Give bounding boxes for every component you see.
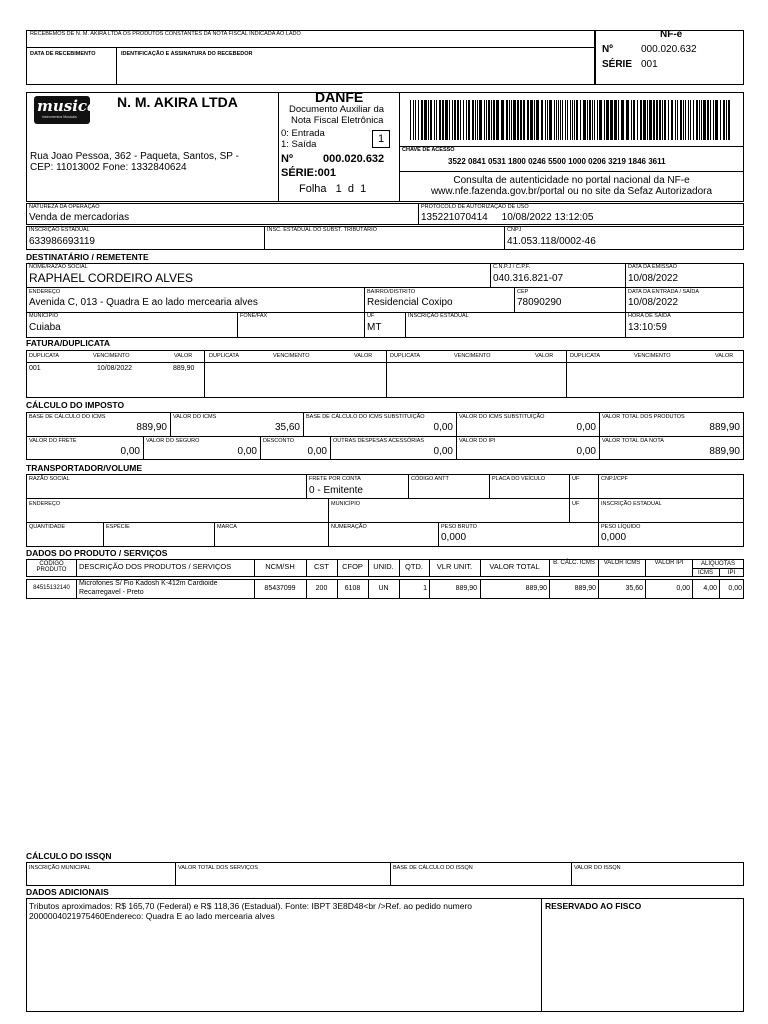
canhoto-numero-label: Nº [602,44,613,55]
chave-label: CHAVE DE ACESSO [402,147,455,153]
fat-valor-label-4: VALOR [715,353,734,359]
logo-sub: Instrumentos Musicais [42,115,77,119]
th-aicms: ICMS [698,570,713,576]
barcode-bar [618,100,619,140]
barcode-bar [685,100,686,140]
dest-cep: 78090290 [517,297,562,308]
barcode-bar [723,100,725,140]
protocolo-label: PROTOCOLO DE AUTORIZAÇÃO DE USO [421,204,529,210]
barcode-bar [580,100,581,140]
barcode-bar [656,100,658,140]
barcode-bar [428,100,429,140]
danfe-sub1: Documento Auxiliar da [289,104,385,115]
barcode-bar [493,100,495,140]
fat-valor-label-3: VALOR [535,353,554,359]
barcode-bar [509,100,510,140]
th-vicms: VALOR ICMS [603,560,641,566]
item-codigo: 84515132140 [33,585,70,591]
protocolo-value: 135221070414 10/08/2022 13:12:05 [421,212,594,223]
barcode-bar [472,100,474,140]
fat-dup-label-3: DUPLICATA [390,353,421,359]
dest-bairro-label: BAIRRO/DISTRITO [367,289,416,295]
issqn-vserv-label: VALOR TOTAL DOS SERVIÇOS [178,865,258,871]
emitente-endereco2: CEP: 11013002 Fone: 1332840624 [30,162,187,173]
barcode-bar [668,100,669,140]
transp-placa-label: PLACA DO VEÍCULO [492,476,546,482]
barcode-bar [477,100,478,140]
item-ncm: 85437099 [264,585,296,592]
issqn-section: CÁLCULO DO ISSQN [26,851,112,861]
bc-st-label: BASE DE CÁLCULO DO ICMS SUBSTITUIÇÃO [306,414,425,420]
v-icms: 35,60 [274,422,300,433]
adicionais-texto-2: 2000004021975460Endereco: Quadra E ao lado mercearia alves [29,911,275,921]
barcode-bar [445,100,448,140]
barcode-bar [466,100,467,140]
barcode-bar [690,100,691,140]
transp-municipio-label: MUNICÍPIO [331,501,361,507]
transp-peso-liquido-label: PESO LÍQUIDO [601,524,641,530]
v-st: 0,00 [576,422,596,433]
ie-st-label: INSC. ESTADUAL DO SUBST. TRIBUTÁRIO [267,227,377,233]
barcode-bar [560,100,561,140]
v-icms-label: VALOR DO ICMS [173,414,217,420]
dest-endereco-label: ENDEREÇO [29,289,61,295]
fatura-section: FATURA/DUPLICATA [26,338,111,348]
barcode-bar [606,100,609,140]
dest-cpf-label: C.N.P.J / C.P.F. [493,264,531,270]
barcode-bar [574,100,575,140]
chave-value: 3522 0841 0531 1800 0246 5500 1000 0206 3219 1846 3611 [448,157,666,166]
barcode-bar [572,100,573,140]
barcode-bar [576,100,578,140]
item-vtotal: 889,90 [525,585,547,592]
barcode-bar [653,100,655,140]
seguro-label: VALOR DO SEGURO [146,438,200,444]
barcode [410,100,734,140]
th-unid: UNID. [373,562,394,571]
barcode-bar [488,100,490,140]
dest-nome: RAPHAEL CORDEIRO ALVES [29,271,194,285]
danfe-numero-label: Nº [281,153,293,165]
barcode-bar [484,100,485,140]
barcode-bar [562,100,563,140]
produtos-section: DADOS DO PRODUTO / SERVIÇOS [26,548,168,558]
bc-st: 0,00 [433,422,453,433]
item-aicms: 4,00 [703,585,717,592]
item-aipi: 0,00 [728,585,742,592]
barcode-bar [680,100,682,140]
dest-fone-label: FONE/FAX [240,313,268,319]
transp-frete: 0 - Emitente [309,485,363,496]
ie-value: 633986693119 [29,236,95,247]
natureza-label: NATUREZA DA OPERAÇÃO [29,204,100,210]
issqn-v-label: VALOR DO ISSQN [574,865,621,871]
v-st-label: VALOR DO ICMS SUBSTITUIÇÃO [459,414,545,420]
transp-peso-bruto-label: PESO BRUTO [441,524,477,530]
fat-venc-label-2: VENCIMENTO [273,353,310,359]
transp-peso-liquido: 0,000 [601,532,627,543]
item-bcicms: 889,90 [574,585,596,592]
barcode-bar [463,100,464,140]
barcode-bar [511,100,512,140]
danfe-entrada: 0: Entrada [281,128,325,139]
barcode-bar [479,100,482,140]
barcode-bar [556,100,557,140]
barcode-bar [699,100,700,140]
barcode-bar [430,100,432,140]
barcode-bar [491,100,492,140]
item-cst: 200 [315,585,328,592]
barcode-bar [610,100,613,140]
dest-emissao: 10/08/2022 [628,273,679,284]
transp-razao-label: RAZÃO SOCIAL [29,476,70,482]
dest-nome-label: NOME/RAZÃO SOCIAL [29,264,88,270]
transp-qtd-label: QUANTIDADE [29,524,66,530]
barcode-bar [604,100,605,140]
ipi: 0,00 [576,446,596,457]
transp-cnpj-label: CNPJ/CPF [601,476,628,482]
th-vtotal: VALOR TOTAL [489,562,540,571]
canhoto-text: RECEBEMOS DE N. M. AKIRA LTDA OS PRODUTOS CONSTANTES DA NOTA FISCAL INDICADA AO LADO [30,31,301,37]
barcode-bar [554,100,555,140]
fat-valor-label-1: VALOR [174,353,193,359]
item-cfop: 6108 [344,585,361,592]
th-cst: CST [314,562,329,571]
danfe-title: DANFE [315,89,364,105]
item-descricao-2: Recarregavel - Preto [79,589,144,596]
frete-label: VALOR DO FRETE [29,438,77,444]
issqn-im-label: INSCRIÇÃO MUNICIPAL [29,865,91,871]
natureza-value: Venda de mercadorias [29,212,130,223]
barcode-bar [415,100,416,140]
barcode-bar [457,100,459,140]
cnpj-label: CNPJ [507,227,522,233]
th-vunit: VLR UNIT. [436,562,473,571]
danfe-saida: 1: Saída [281,139,317,150]
barcode-bar [410,100,411,140]
outras-label: OUTRAS DESPESAS ACESSÓRIAS [333,438,425,444]
barcode-bar [621,100,624,140]
transp-marca-label: MARCA [217,524,237,530]
fat-venc-label-3: VENCIMENTO [454,353,491,359]
barcode-bar [558,100,559,140]
seguro: 0,00 [237,446,257,457]
barcode-bar [541,100,543,140]
barcode-bar [520,100,522,140]
dest-hora-label: HORA DE SAÍDA [628,313,671,319]
barcode-bar [683,100,684,140]
adicionais-section: DADOS ADICIONAIS [26,887,109,897]
barcode-bar [701,100,702,140]
barcode-bar [454,100,456,140]
barcode-bar [649,100,652,140]
danfe-numero: 000.020.632 [323,153,385,165]
dest-bairro: Residencial Coxipo [367,297,453,308]
danfe-tipo-box [372,130,390,148]
fat-dup: 001 [29,365,41,372]
barcode-bar [501,100,504,140]
dest-cep-label: CEP [517,289,529,295]
dest-hora: 13:10:59 [628,322,667,333]
dest-municipio: Cuiaba [29,322,61,333]
barcode-bar [517,100,519,140]
barcode-bar [640,100,642,140]
dest-uf: MT [367,322,382,333]
barcode-bar [424,100,427,140]
barcode-bar [707,100,709,140]
barcode-bar [710,100,711,140]
identificacao-label: IDENTIFICAÇÃO E ASSINATURA DO RECEBEDOR [121,51,253,57]
transp-peso-bruto: 0,000 [441,532,467,543]
destinatario-section: DESTINATÁRIO / REMETENTE [26,252,149,262]
barcode-bar [693,100,694,140]
barcode-bar [434,100,435,140]
barcode-bar [506,100,508,140]
transp-frete-label: FRETE POR CONTA [309,476,361,482]
barcode-bar [715,100,718,140]
barcode-bar [583,100,586,140]
fat-venc-label-1: VENCIMENTO [93,353,130,359]
barcode-bar [664,100,666,140]
barcode-bar [688,100,689,140]
fat-valor: 889,90 [173,365,195,372]
danfe-folha: Folha 1 d 1 [299,183,367,195]
fat-dup-label-4: DUPLICATA [570,353,601,359]
adicionais-texto-1: Tributos aproximados: R$ 165,70 (Federal) e R$ 118,36 (Estadual). Fonte: IBPT 3E8D48<br />Ref. ao pedido numero [29,901,473,911]
barcode-bar [614,100,617,140]
data-recebimento-label: DATA DE RECEBIMENTO [30,51,96,57]
barcode-bar [597,100,598,140]
barcode-bar [436,100,437,140]
barcode-bar [643,100,646,140]
v-prod: 889,90 [709,422,740,433]
canhoto-numero: 000.020.632 [641,44,697,55]
th-vipi: VALOR IPI [654,560,684,566]
th-qtd: QTD. [405,562,423,571]
dest-entrada: 10/08/2022 [628,297,679,308]
th-cfop: CFOP [342,562,363,571]
danfe-sub2: Nota Fiscal Eletrônica [291,115,384,126]
transp-especie-label: ESPÉCIE [106,524,130,530]
barcode-bar [626,100,629,140]
barcode-bar [513,100,516,140]
th-aipi: IPI [727,570,736,576]
barcode-bar [527,100,529,140]
fat-venc: 10/08/2022 [97,365,133,372]
canhoto-nfe: NF-e [660,29,683,40]
barcode-bar [594,100,595,140]
barcode-bar [728,100,730,140]
barcode-bar [659,100,661,140]
barcode-bar [675,100,676,140]
barcode-bar [534,100,535,140]
barcode-bar [549,100,552,140]
cnpj-value: 41.053.118/0002-46 [507,236,596,247]
barcode-bar [647,100,648,140]
bc-icms: 889,90 [136,422,167,433]
barcode-bar [637,100,638,140]
reservado-fisco: RESERVADO AO FISCO [545,901,642,911]
v-nota: 889,90 [709,446,740,457]
consulta-line2: www.nfe.fazenda.gov.br/portal ou no site da Sefaz Autorizadora [430,186,713,197]
barcode-bar [475,100,476,140]
barcode-bar [570,100,571,140]
item-unid: UN [378,585,389,592]
dest-ie-label: INSCRIÇÃO ESTADUAL [408,313,469,319]
barcode-bar [496,100,499,140]
emitente-nome: N. M. AKIRA LTDA [117,94,238,110]
transp-endereco-label: ENDEREÇO [29,501,61,507]
barcode-bar [468,100,470,140]
item-vipi: 0,00 [676,585,690,592]
barcode-bar [592,100,593,140]
barcode-bar [442,100,444,140]
barcode-bar [703,100,706,140]
barcode-bar [696,100,698,140]
barcode-bar [413,100,414,140]
barcode-bar [567,100,568,140]
v-prod-label: VALOR TOTAL DOS PRODUTOS [602,414,685,420]
dest-municipio-label: MUNICÍPIO [29,313,59,319]
barcode-bar [713,100,714,140]
barcode-bar [726,100,727,140]
barcode-bar [530,100,533,140]
th-aliquotas: ALÍQUOTAS [701,561,735,567]
dest-uf-label: UF [367,313,375,319]
barcode-bar [633,100,635,140]
transp-uf2-label: UF [572,501,580,507]
barcode-bar [662,100,663,140]
barcode-bar [486,100,487,140]
danfe-tipo: 1 [377,133,385,145]
transp-ie-label: INSCRIÇÃO ESTADUAL [601,501,662,507]
frete: 0,00 [120,446,140,457]
logo-text: musical [37,97,103,115]
v-nota-label: VALOR TOTAL DA NOTA [602,438,664,444]
emitente-endereco1: Rua Joao Pessoa, 362 - Paqueta, Santos, SP - [30,151,239,162]
barcode-bar [523,100,525,140]
fat-venc-label-4: VENCIMENTO [634,353,671,359]
dest-endereco: Avenida C, 013 - Quadra E ao lado mercearia alves [29,297,258,308]
barcode-bar [460,100,461,140]
barcode-bar [587,100,588,140]
ie-label: INSCRIÇÃO ESTADUAL [29,227,90,233]
desconto: 0,00 [307,446,327,457]
barcode-bar [671,100,673,140]
transportador-section: TRANSPORTADOR/VOLUME [26,463,143,473]
transp-numeracao-label: NUMERAÇÃO [331,524,367,530]
fat-valor-label-2: VALOR [354,353,373,359]
item-descricao-1: Microfones S/ Fio Kadosh K-412m Cardioide [79,580,218,587]
ipi-label: VALOR DO IPI [459,438,496,444]
barcode-bar [547,100,548,140]
outras: 0,00 [433,446,453,457]
barcode-bar [421,100,423,140]
barcode-bar [631,100,632,140]
bc-icms-label: BASE DE CÁLCULO DO ICMS [29,414,106,420]
transp-uf-label: UF [572,476,580,482]
transp-antt-label: CÓDIGO ANTT [411,476,449,482]
barcode-bar [589,100,591,140]
barcode-bar [720,100,721,140]
company-logo [34,96,103,124]
fat-dup-label-2: DUPLICATA [209,353,240,359]
th-bcicms: B. CÁLC. ICMS [553,560,595,566]
th-ncm: NCM/SH [265,562,295,571]
fat-dup-label-1: DUPLICATA [29,353,60,359]
dest-entrada-label: DATA DA ENTRADA / SAÍDA [628,289,700,295]
imposto-section: CÁLCULO DO IMPOSTO [26,400,125,410]
consulta-line1: Consulta de autenticidade no portal nacional da NF-e [453,175,690,186]
canhoto-serie-label: SÉRIE [602,59,633,70]
item-vunit: 889,90 [455,585,477,592]
dest-cpf: 040.316.821-07 [493,273,564,284]
barcode-bar [418,100,419,140]
barcode-bar [565,100,566,140]
th-descricao: DESCRIÇÃO DOS PRODUTOS / SERVIÇOS [79,562,232,571]
barcode-bar [545,100,546,140]
dest-emissao-label: DATA DA EMISSÃO [628,264,678,270]
barcode-bar [536,100,539,140]
item-qtd: 1 [423,585,427,592]
item-vicms: 35,60 [625,585,643,592]
danfe-serie: SÉRIE:001 [281,167,337,179]
barcode-bar [677,100,678,140]
canhoto-serie: 001 [641,59,658,70]
barcode-bar [439,100,441,140]
barcode-bar [449,100,450,140]
barcode-bar [599,100,602,140]
issqn-bc-label: BASE DE CÁLCULO DO ISSQN [393,865,473,871]
barcode-bar [452,100,453,140]
desconto-label: DESCONTO [263,438,295,444]
th-codigo: CÓDIGO PRODUTO [36,561,67,573]
